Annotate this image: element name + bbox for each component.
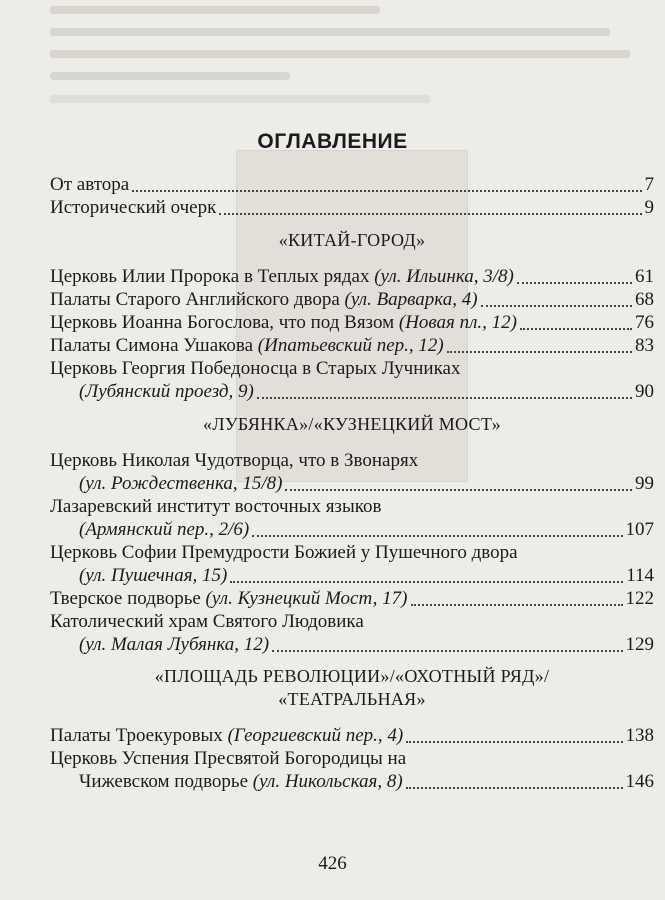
toc-entry-author[interactable] xyxy=(50,173,654,196)
toc-entry[interactable] xyxy=(50,564,654,587)
toc-entry[interactable] xyxy=(50,288,654,311)
leader-dots xyxy=(272,650,622,652)
toc-entry-history[interactable] xyxy=(50,196,654,219)
entry-title: Католический храм Святого Людовика xyxy=(50,611,364,632)
entry-title: Церковь Иоанна Богослова, что под Вязом (Новая пл., 12) xyxy=(50,312,517,333)
page-number: 90 xyxy=(635,381,654,402)
bleed-through-text xyxy=(0,0,665,110)
entry-address: (Георгиевский пер., 4) xyxy=(227,725,404,746)
table-of-contents xyxy=(50,173,654,793)
leader-dots xyxy=(406,741,622,743)
folio-page-number: 426 xyxy=(318,853,347,874)
section-heading-ploshchad-revolyutsii: «ПЛОЩАДЬ РЕВОЛЮЦИИ»/«ОХОТНЫЙ РЯД»/ xyxy=(154,666,550,686)
leader-dots xyxy=(517,282,632,284)
leader-dots xyxy=(481,305,632,307)
entry-title: Палаты Симона Ушакова (Ипатьевский пер., 12) xyxy=(50,335,444,356)
entry-address: (ул. Никольская, 8) xyxy=(252,771,403,792)
page-number: 9 xyxy=(644,197,654,218)
page-number: 114 xyxy=(626,565,654,586)
entry-title: Церковь Николая Чудотворца, что в Звонарях xyxy=(50,450,419,471)
entry-address: (ул. Варварка, 4) xyxy=(344,289,478,310)
entry-address: (ул. Малая Лубянка, 12) xyxy=(79,634,270,655)
entry-address: (Новая пл., 12) xyxy=(398,312,517,333)
leader-dots xyxy=(219,213,641,215)
leader-dots xyxy=(230,581,623,583)
leader-dots xyxy=(257,397,632,399)
entry-address: (ул. Ильинка, 3/8) xyxy=(374,266,514,287)
entry-title: Церковь Успения Пресвятой Богородицы на xyxy=(50,748,407,769)
page-number: 107 xyxy=(625,519,654,540)
entry-title: Церковь Георгия Победоносца в Старых Лучниках xyxy=(50,358,461,379)
leader-dots xyxy=(447,351,632,353)
page-number: 146 xyxy=(625,771,654,792)
page-number: 122 xyxy=(625,588,654,609)
toc-entry[interactable] xyxy=(50,265,654,288)
entry-address: (ул. Пушечная, 15) xyxy=(79,565,228,586)
entry-title: Лазаревский институт восточных языков xyxy=(50,496,382,517)
entry-title: Палаты Троекуровых (Георгиевский пер., 4) xyxy=(50,725,404,746)
page-number: 68 xyxy=(635,289,654,310)
page-number: 76 xyxy=(635,312,654,333)
leader-dots xyxy=(406,787,623,789)
page-number: 61 xyxy=(635,266,654,287)
page-number: 99 xyxy=(635,473,654,494)
entry-title: Исторический очерк xyxy=(50,197,217,218)
entry-title: Тверское подворье (ул. Кузнецкий Мост, 17) xyxy=(50,588,408,609)
page-number: 83 xyxy=(635,335,654,356)
toc-entry[interactable] xyxy=(50,587,654,610)
section-heading-kitay-gorod: «КИТАЙ-ГОРОД» xyxy=(278,230,426,250)
leader-dots xyxy=(252,535,622,537)
entry-address: (ул. Кузнецкий Мост, 17) xyxy=(205,588,408,609)
entry-title-continued: Чижевском подворье (ул. Никольская, 8) xyxy=(79,771,403,792)
entry-title: От автора xyxy=(50,174,130,195)
toc-entry[interactable] xyxy=(50,334,654,357)
entry-address: (Армянский пер., 2/6) xyxy=(79,519,250,540)
page-number: 129 xyxy=(625,634,654,655)
toc-entry[interactable] xyxy=(50,472,654,495)
toc-entry[interactable] xyxy=(50,311,654,334)
leader-dots xyxy=(520,328,632,330)
entry-title: Церковь Софии Премудрости Божией у Пушечного двора xyxy=(50,542,518,563)
page-number: 7 xyxy=(644,174,654,195)
page-title: ОГЛАВЛЕНИЕ xyxy=(257,130,408,153)
toc-entry[interactable] xyxy=(50,518,654,541)
entry-address: (ул. Рождественка, 15/8) xyxy=(79,473,283,494)
section-heading-lubyanka: «ЛУБЯНКА»/«КУЗНЕЦКИЙ МОСТ» xyxy=(203,414,501,434)
entry-address: (Лубянский проезд, 9) xyxy=(79,381,254,402)
toc-entry[interactable] xyxy=(50,380,654,403)
toc-entry[interactable] xyxy=(50,724,654,747)
section-heading-teatralnaya: «ТЕАТРАЛЬНАЯ» xyxy=(278,689,426,709)
toc-entry[interactable] xyxy=(50,633,654,656)
toc-entry[interactable] xyxy=(50,770,654,793)
entry-title: Церковь Илии Пророка в Теплых рядах (ул. Ильинка, 3/8) xyxy=(50,266,514,287)
entry-address: (Ипатьевский пер., 12) xyxy=(257,335,444,356)
page-number: 138 xyxy=(625,725,654,746)
leader-dots xyxy=(285,489,632,491)
leader-dots xyxy=(132,190,641,192)
leader-dots xyxy=(411,604,623,606)
entry-title: Палаты Старого Английского двора (ул. Варварка, 4) xyxy=(50,289,478,310)
